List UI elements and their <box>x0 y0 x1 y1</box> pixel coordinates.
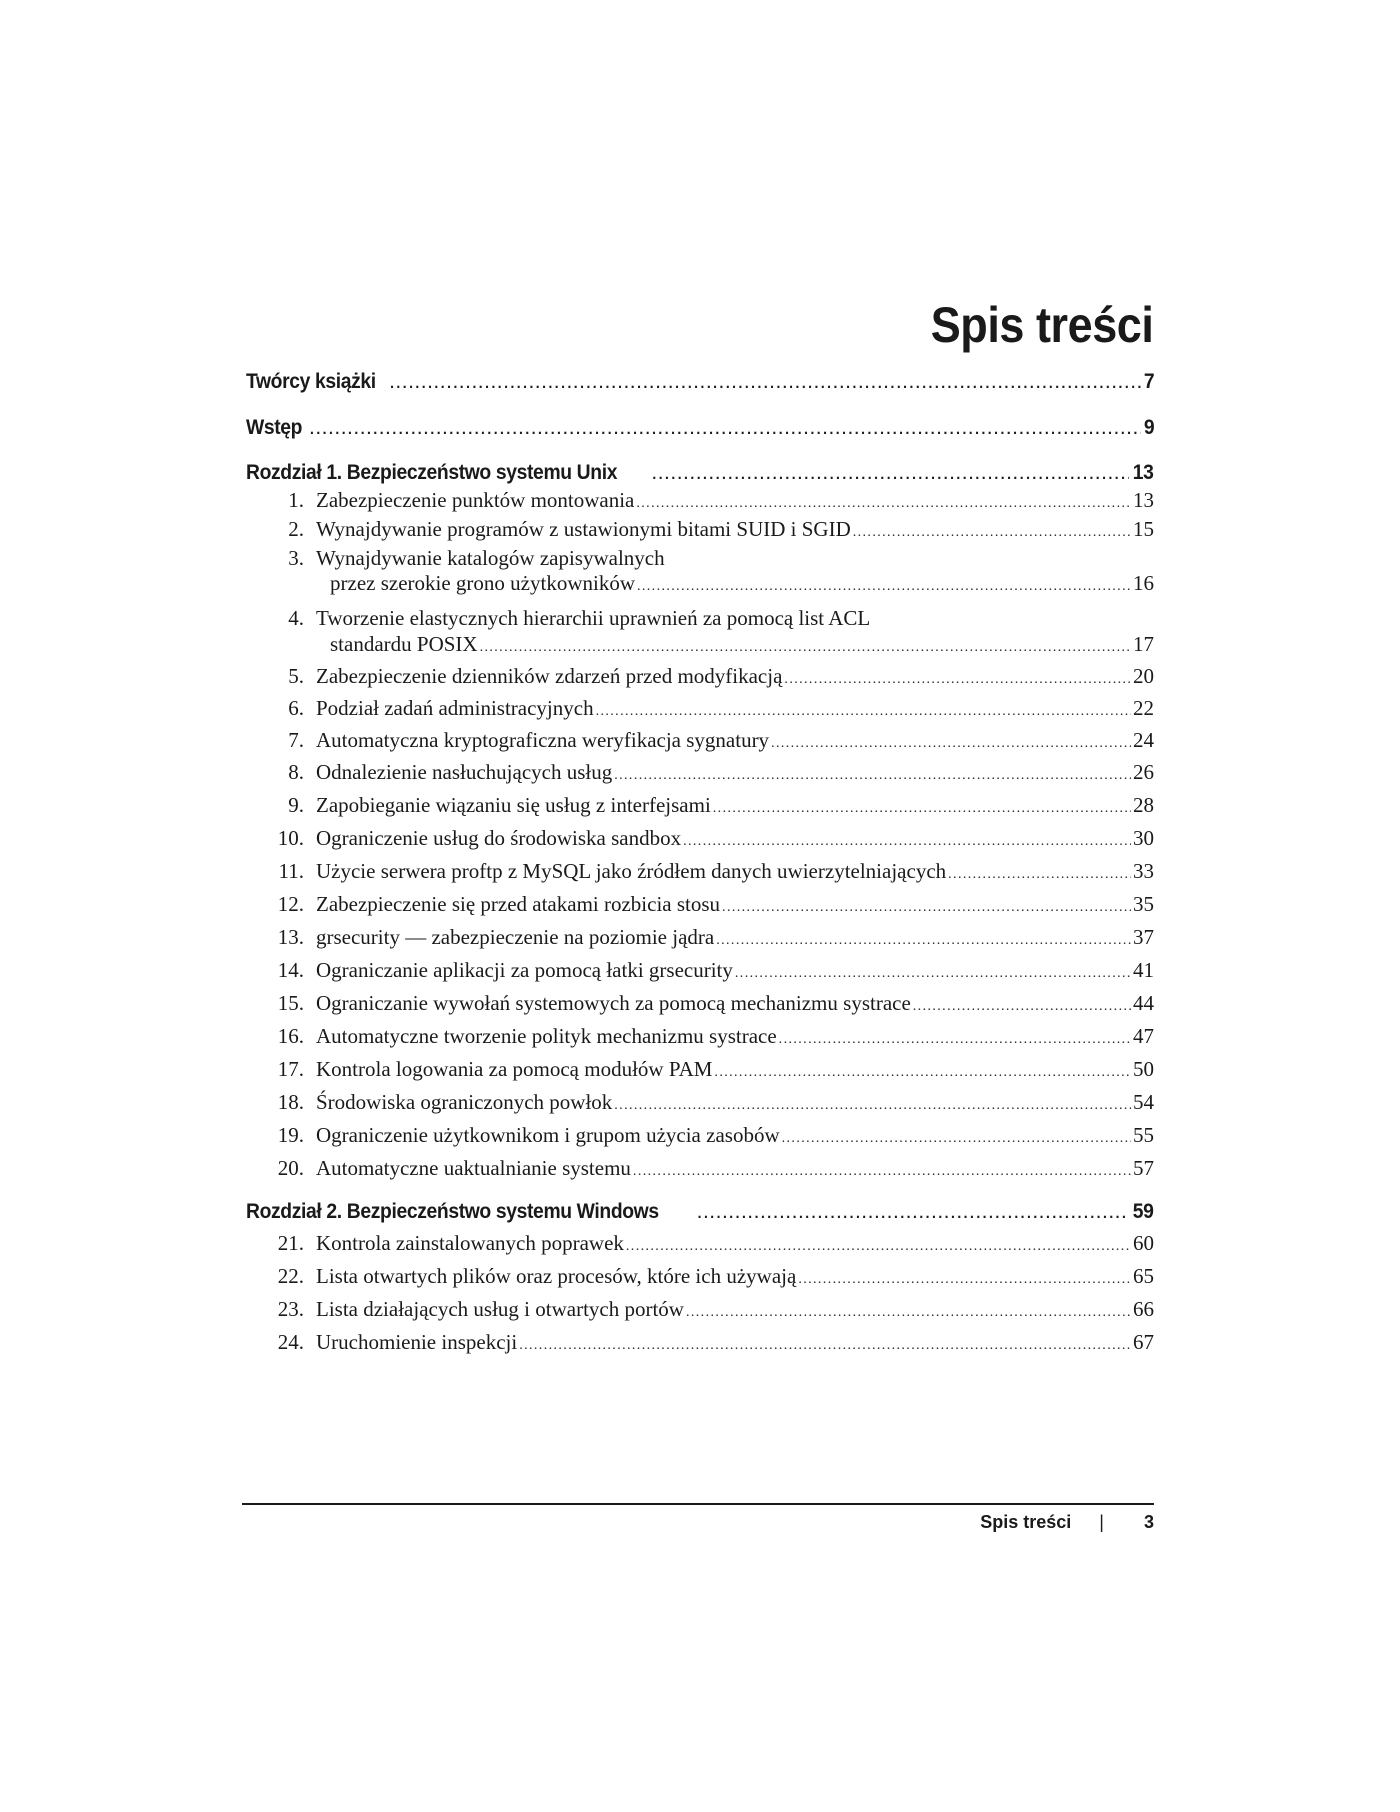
item-number: 18. <box>277 1090 304 1114</box>
leader-dots <box>614 768 1131 784</box>
toc-item[interactable] <box>246 1123 1154 1148</box>
footer-label: Spis treści <box>980 1512 1072 1532</box>
item-number: 3. <box>288 546 304 570</box>
item-number: 19. <box>277 1123 304 1147</box>
toc-item[interactable] <box>246 696 1154 721</box>
leader-dots <box>948 867 1131 883</box>
leader-dots <box>782 1131 1131 1147</box>
leader-dots <box>651 461 1129 485</box>
page-footer <box>980 1512 1154 1533</box>
item-title-continued: przez szerokie grono użytkowników <box>330 571 635 595</box>
item-page: 20 <box>1133 664 1154 688</box>
item-title: Zabezpieczenie się przed atakami rozbicia stosu <box>316 892 721 916</box>
item-title: Uruchomienie inspekcji <box>316 1330 518 1354</box>
item-page: 54 <box>1133 1090 1154 1114</box>
item-number: 14. <box>277 958 304 982</box>
toc-entry-preface[interactable] <box>246 416 1154 440</box>
item-number: 23. <box>277 1297 304 1321</box>
item-page: 60 <box>1133 1231 1154 1255</box>
item-number: 1. <box>288 488 304 512</box>
toc-chapter-2[interactable] <box>246 1200 1154 1224</box>
item-title: Zapobieganie wiązaniu się usług z interfejsami <box>316 793 711 817</box>
toc-item[interactable] <box>246 925 1154 950</box>
leader-dots <box>716 933 1131 949</box>
item-page: 57 <box>1133 1156 1154 1180</box>
leader-dots <box>784 672 1131 688</box>
footer-rule <box>242 1503 1154 1505</box>
item-page: 67 <box>1133 1330 1154 1354</box>
item-page: 28 <box>1133 793 1154 817</box>
toc-item[interactable] <box>246 488 1154 513</box>
item-title: Ograniczanie wywołań systemowych za pomocą mechanizmu systrace <box>316 991 911 1015</box>
item-title: Ograniczenie użytkownikom i grupom użycia zasobów <box>316 1123 780 1147</box>
item-number: 4. <box>288 606 304 630</box>
item-title: Automatyczna kryptograficzna weryfikacja sygnatury <box>316 728 770 752</box>
toc-item[interactable] <box>246 793 1154 818</box>
item-title-continued: standardu POSIX <box>330 632 478 656</box>
leader-dots <box>713 801 1131 817</box>
item-title: Lista otwartych plików oraz procesów, które ich używają <box>316 1264 797 1288</box>
item-page: 65 <box>1133 1264 1154 1288</box>
item-number: 24. <box>277 1330 304 1354</box>
item-number: 9. <box>288 793 304 817</box>
item-page: 26 <box>1133 760 1154 784</box>
leader-dots <box>722 900 1131 916</box>
leader-dots <box>798 1272 1131 1288</box>
item-page: 66 <box>1133 1297 1154 1321</box>
toc-item[interactable] <box>246 958 1154 983</box>
item-page: 22 <box>1133 696 1154 720</box>
item-title: Ograniczanie aplikacji za pomocą łatki grsecurity <box>316 958 733 982</box>
item-title: Wynajdywanie katalogów zapisywalnych <box>316 546 665 570</box>
toc-item[interactable] <box>246 760 1154 785</box>
item-page: 55 <box>1133 1123 1154 1147</box>
page-title: Spis treści <box>930 297 1153 353</box>
item-title: Podział zadań administracyjnych <box>316 696 594 720</box>
toc-item-line2[interactable] <box>246 571 1154 596</box>
toc-item[interactable] <box>246 1264 1154 1289</box>
chapter-heading: Rozdział 1. Bezpieczeństwo systemu Unix <box>246 461 618 484</box>
toc-item[interactable] <box>246 892 1154 917</box>
toc-entry-page: 9 <box>1143 416 1154 439</box>
toc-entry-text: Wstęp <box>246 416 303 439</box>
leader-dots <box>913 999 1131 1015</box>
item-page: 30 <box>1133 826 1154 850</box>
toc-item[interactable] <box>246 1090 1154 1115</box>
leader-dots <box>686 1305 1131 1321</box>
toc-item[interactable] <box>246 859 1154 884</box>
leader-dots <box>735 966 1131 982</box>
item-title: Zabezpieczenie punktów montowania <box>316 488 635 512</box>
leader-dots <box>596 704 1131 720</box>
leader-dots <box>519 1338 1131 1354</box>
page-number: 3 <box>1143 1512 1154 1532</box>
item-page: 24 <box>1133 728 1154 752</box>
toc-item[interactable] <box>246 991 1154 1016</box>
item-title: Automatyczne uaktualnianie systemu <box>316 1156 631 1180</box>
toc-entry-text: Twórcy książki <box>246 370 376 393</box>
chapter-page: 13 <box>1133 461 1154 484</box>
toc-chapter-1[interactable] <box>246 461 1154 485</box>
leader-dots <box>633 1164 1131 1180</box>
toc-item[interactable] <box>246 1231 1154 1256</box>
toc-item[interactable] <box>246 1024 1154 1049</box>
item-number: 11. <box>278 859 304 883</box>
leader-dots <box>697 1200 1130 1224</box>
item-title: Kontrola logowania za pomocą modułów PAM <box>316 1057 713 1081</box>
item-title: Odnalezienie nasłuchujących usług <box>316 760 613 784</box>
toc-item-line1[interactable] <box>246 546 665 571</box>
footer-separator: | <box>1099 1512 1104 1532</box>
toc-item-line1[interactable] <box>246 606 870 631</box>
toc-item-line2[interactable] <box>246 632 1154 657</box>
item-number: 13. <box>277 925 304 949</box>
item-number: 2. <box>288 517 304 541</box>
item-title: Ograniczenie usług do środowiska sandbox <box>316 826 682 850</box>
item-title: Automatyczne tworzenie polityk mechanizmu systrace <box>316 1024 777 1048</box>
item-title: Lista działających usług i otwartych portów <box>316 1297 684 1321</box>
leader-dots <box>309 416 1141 440</box>
chapter-heading: Rozdział 2. Bezpieczeństwo systemu Windows <box>246 1200 659 1223</box>
chapter-page: 59 <box>1133 1200 1154 1223</box>
leader-dots <box>853 525 1131 541</box>
leader-dots <box>771 736 1131 752</box>
leader-dots <box>480 640 1131 656</box>
item-number: 10. <box>277 826 304 850</box>
item-number: 8. <box>288 760 304 784</box>
item-title: Zabezpieczenie dzienników zdarzeń przed modyfikacją <box>316 664 783 688</box>
item-page: 47 <box>1133 1024 1154 1048</box>
item-page: 33 <box>1133 859 1154 883</box>
item-page: 16 <box>1133 571 1154 595</box>
leader-dots <box>779 1032 1131 1048</box>
item-number: 20. <box>277 1156 304 1180</box>
item-number: 15. <box>277 991 304 1015</box>
leader-dots <box>683 834 1131 850</box>
item-title: Użycie serwera proftp z MySQL jako źródłem danych uwierzytelniających <box>316 859 947 883</box>
toc-item[interactable] <box>246 664 1154 689</box>
item-page: 35 <box>1133 892 1154 916</box>
leader-dots <box>614 1098 1131 1114</box>
leader-dots <box>389 370 1141 394</box>
item-number: 6. <box>288 696 304 720</box>
toc-entry-page: 7 <box>1143 370 1154 393</box>
leader-dots <box>636 496 1131 512</box>
item-title: Tworzenie elastycznych hierarchii uprawnień za pomocą list ACL <box>316 606 871 630</box>
leader-dots <box>714 1065 1131 1081</box>
item-number: 7. <box>288 728 304 752</box>
item-title: Środowiska ograniczonych powłok <box>316 1090 613 1114</box>
item-page: 44 <box>1133 991 1154 1015</box>
toc-entry-authors[interactable] <box>246 370 1154 394</box>
item-page: 17 <box>1133 632 1154 656</box>
toc-item[interactable] <box>246 1297 1154 1322</box>
item-number: 17. <box>277 1057 304 1081</box>
toc-item[interactable] <box>246 826 1154 851</box>
toc-item[interactable] <box>246 517 1154 542</box>
item-title: grsecurity — zabezpieczenie na poziomie jądra <box>316 925 715 949</box>
item-number: 16. <box>277 1024 304 1048</box>
item-number: 21. <box>277 1231 304 1255</box>
item-page: 13 <box>1133 488 1154 512</box>
toc-item[interactable] <box>246 1330 1154 1355</box>
item-title: Kontrola zainstalowanych poprawek <box>316 1231 624 1255</box>
item-number: 22. <box>277 1264 304 1288</box>
item-number: 12. <box>277 892 304 916</box>
toc-item[interactable] <box>246 1057 1154 1082</box>
toc-item[interactable] <box>246 1156 1154 1181</box>
leader-dots <box>637 579 1131 595</box>
item-page: 41 <box>1133 958 1154 982</box>
item-title: Wynajdywanie programów z ustawionymi bitami SUID i SGID <box>316 517 851 541</box>
item-page: 37 <box>1133 925 1154 949</box>
item-page: 50 <box>1133 1057 1154 1081</box>
toc-item[interactable] <box>246 728 1154 753</box>
leader-dots <box>626 1239 1131 1255</box>
item-page: 15 <box>1133 517 1154 541</box>
item-number: 5. <box>288 664 304 688</box>
